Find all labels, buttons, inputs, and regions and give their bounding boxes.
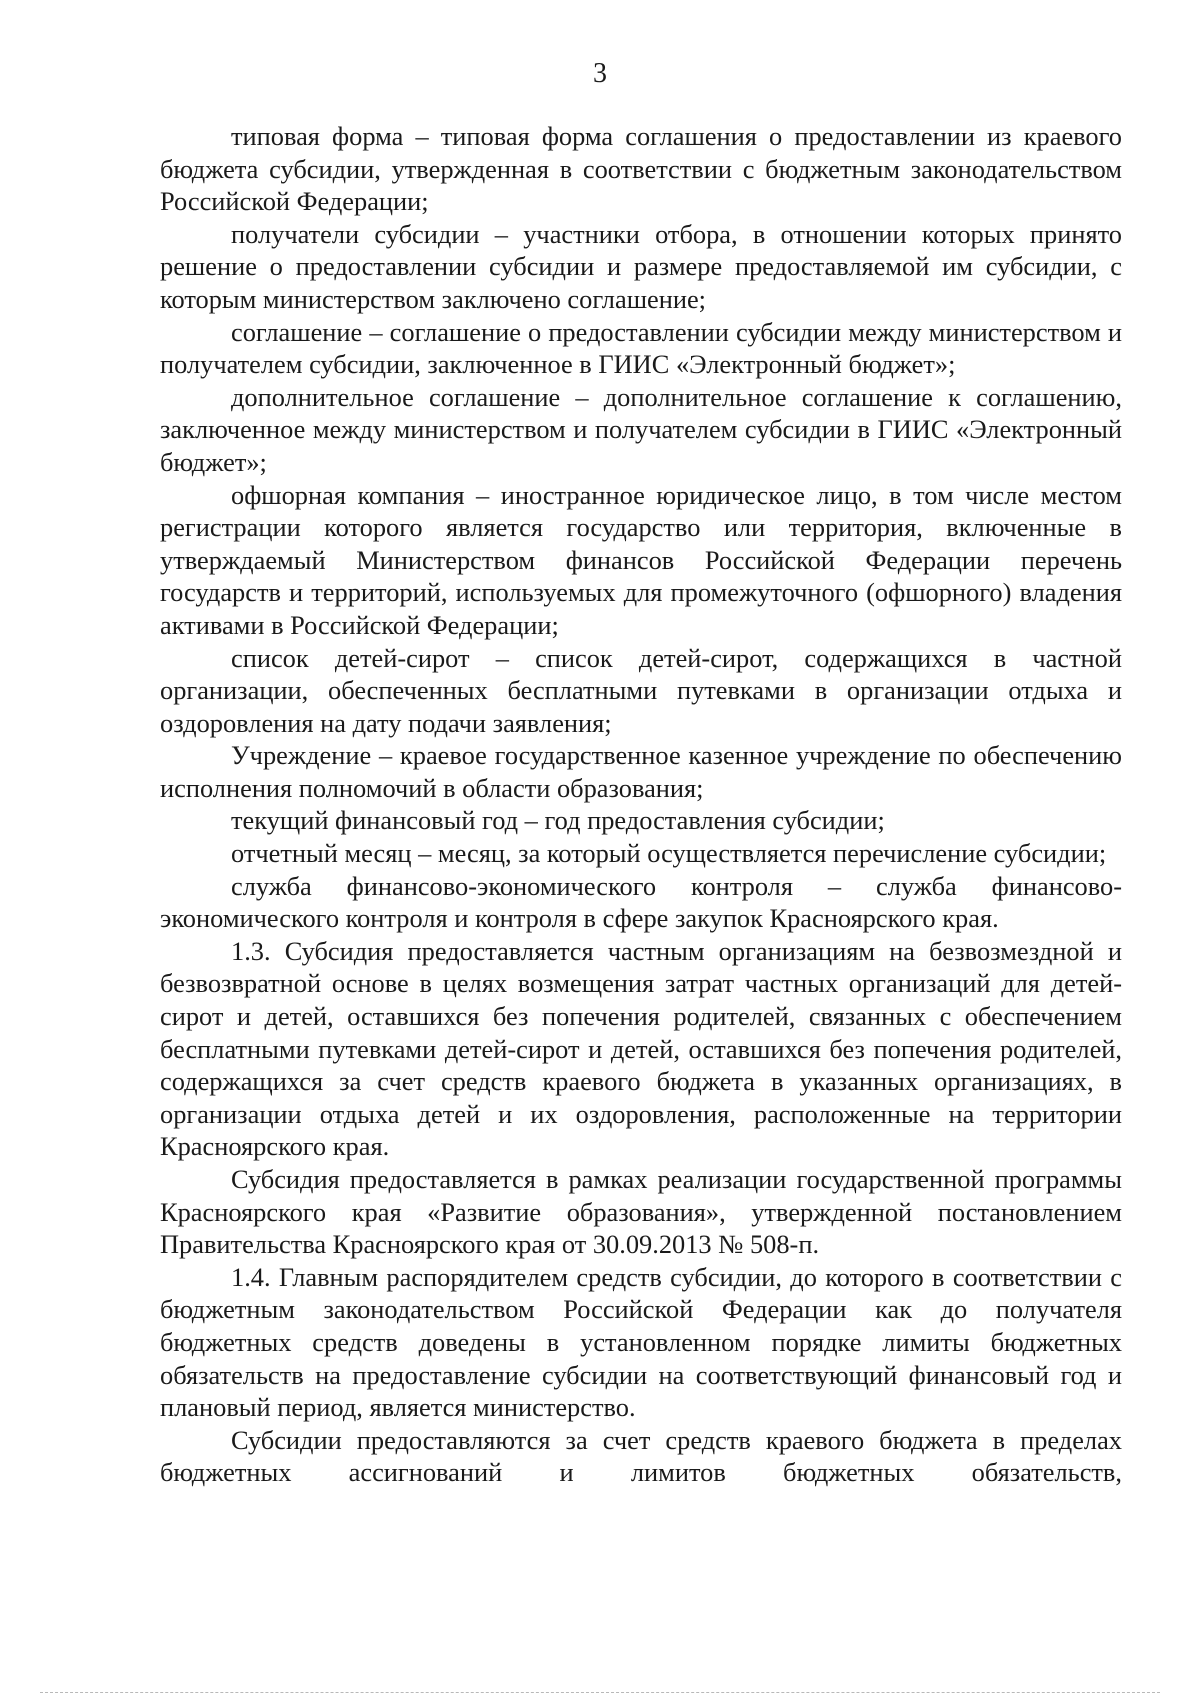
- page-number: 3: [593, 58, 607, 89]
- paragraph-control-service: служба финансово-экономического контроля – служба финансово-экономического контроля и контроля в сфере закупок Красноярского края.: [160, 870, 1122, 934]
- paragraph-funding-source: Субсидии предоставляются за счет средств краевого бюджета в пределах бюджетных ассигнований и лимитов бюджетных обязательств,: [160, 1424, 1122, 1488]
- paragraph-offshore-company: офшорная компания – иностранное юридическое лицо, в том числе местом регистрации которого является государство или территория, включенные в утверждаемый Министерством финансов Российской Федерации перечень государств и территорий, используемых для промежуточного (офшорного) владения активами в Российской Федерации;: [160, 479, 1122, 640]
- paragraph-section-1-4: 1.4. Главным распорядителем средств субсидии, до которого в соответствии с бюджетным законодательством Российской Федерации как до получателя бюджетных средств доведены в установленном порядке лимиты бюджетных обязательств на предоставление субсидии на соответствующий финансовый год и плановый период, является министерство.: [160, 1261, 1122, 1423]
- paragraph-reporting-month: отчетный месяц – месяц, за который осуществляется перечисление субсидии;: [231, 838, 1107, 869]
- paragraph-subsidy-recipients: получатели субсидии – участники отбора, в отношении которых принято решение о предоставлении субсидии и размере предоставляемой им субсидии, с которым министерством заключено соглашение;: [160, 218, 1122, 314]
- scan-bottom-edge: [40, 1692, 1160, 1693]
- paragraph-orphan-list: список детей-сирот – список детей-сирот, содержащихся в частной организации, обеспеченных бесплатными путевками в организации отдыха и оздоровления на дату подачи заявления;: [160, 642, 1122, 738]
- paragraph-standard-form: типовая форма – типовая форма соглашения о предоставлении из краевого бюджета субсидии, утвержденная в соответствии с бюджетным законодательством Российской Федерации;: [160, 121, 1122, 217]
- paragraph-institution: Учреждение – краевое государственное казенное учреждение по обеспечению исполнения полномочий в области образования;: [160, 740, 1122, 803]
- paragraph-additional-agreement: дополнительное соглашение – дополнительное соглашение к соглашению, заключенное между министерством и получателем субсидии в ГИИС «Электронный бюджет»;: [160, 381, 1122, 477]
- document-body: [160, 120, 1122, 1489]
- paragraph-agreement: соглашение – соглашение о предоставлении субсидии между министерством и получателем субсидии, заключенное в ГИИС «Электронный бюджет»;: [160, 316, 1122, 380]
- paragraph-program: Субсидия предоставляется в рамках реализации государственной программы Красноярского края «Развитие образования», утвержденной постановлением Правительства Красноярского края от 30.09.2013 № 508-п.: [160, 1164, 1122, 1260]
- paragraph-section-1-3: 1.3. Субсидия предоставляется частным организациям на безвозмездной и безвозвратной основе в целях возмещения затрат частных организаций для детей-сирот и детей, оставшихся без попечения родителей, связанных с обеспечением бесплатными путевками детей-сирот и детей, оставшихся без попечения родителей, содержащихся за счет средств краевого бюджета в указанных организациях, в организации отдыха детей и их оздоровления, расположенные на территории Красноярского края.: [160, 935, 1122, 1162]
- paragraph-current-year: текущий финансовый год – год предоставления субсидии;: [231, 805, 885, 836]
